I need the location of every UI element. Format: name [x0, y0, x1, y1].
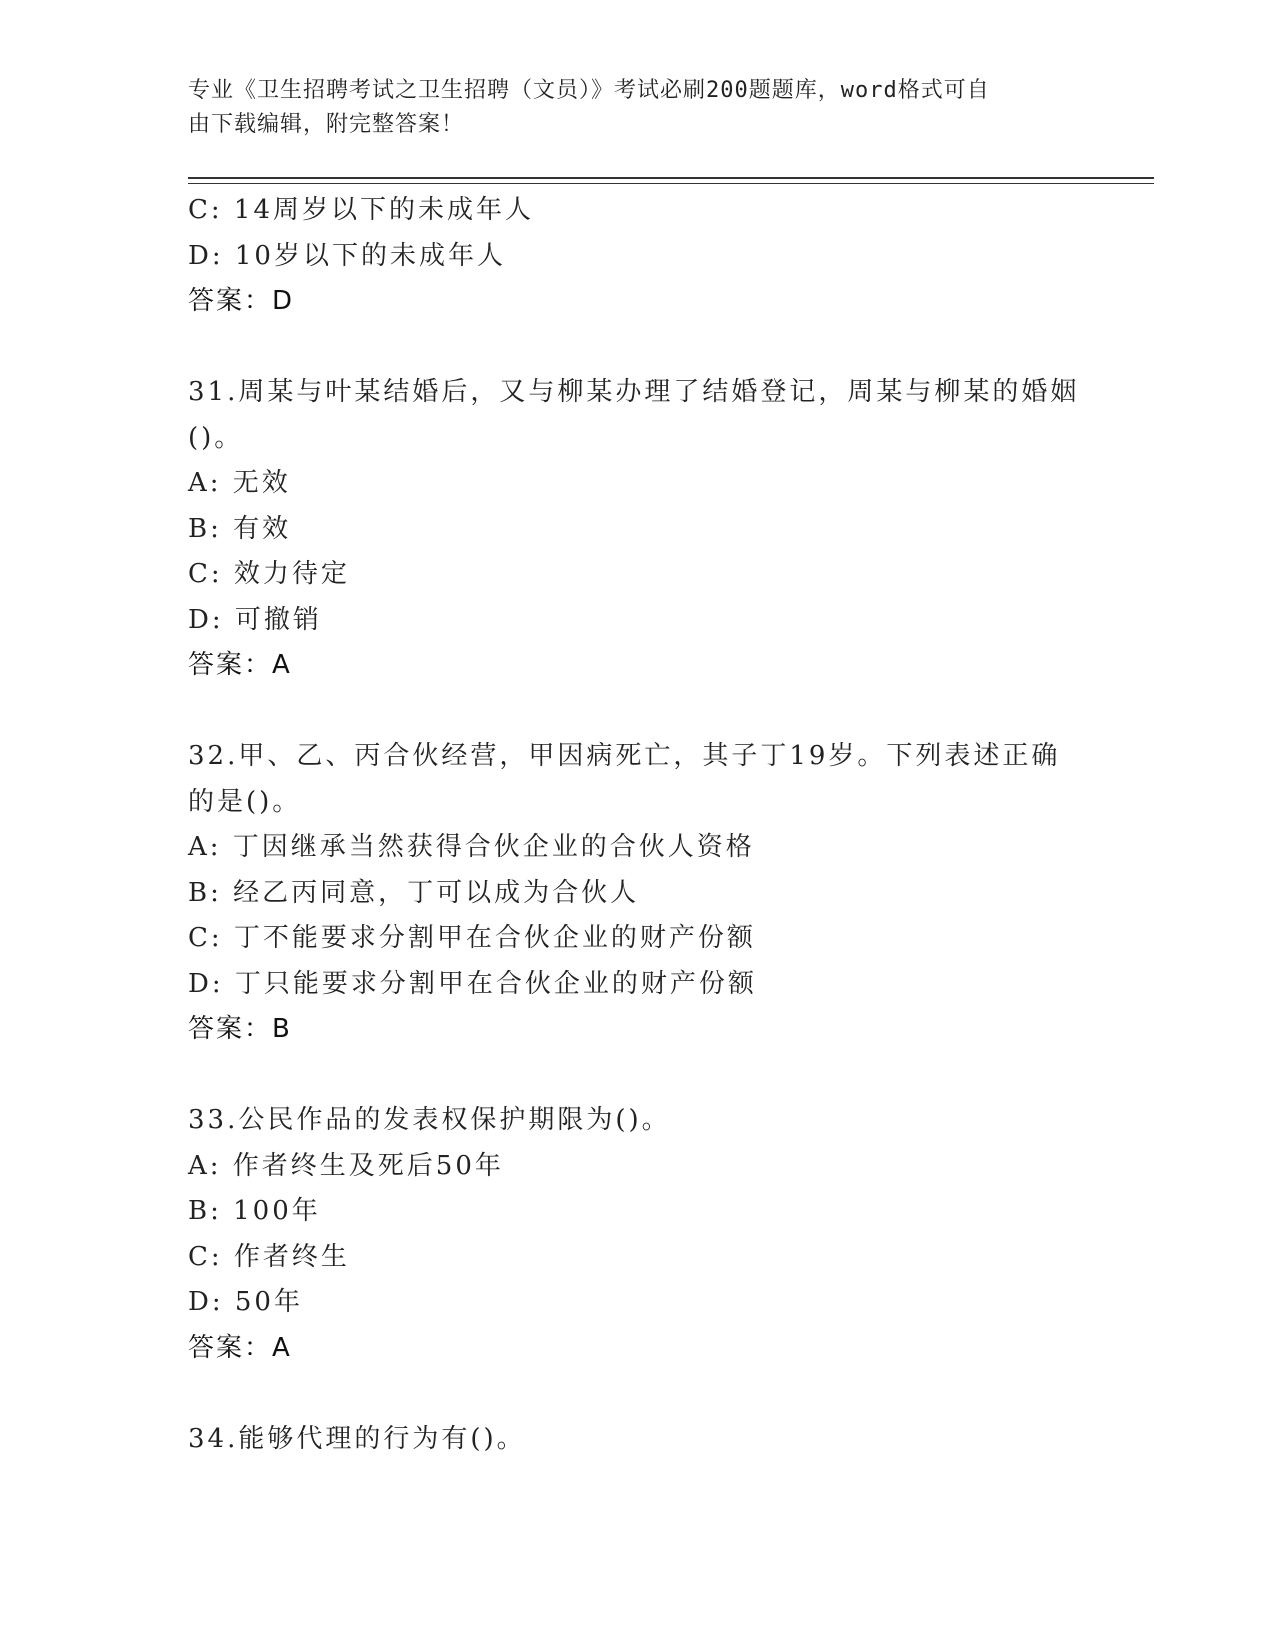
spacer	[188, 325, 1088, 371]
question-block-33	[188, 1098, 1088, 1371]
question-block-34	[188, 1417, 1088, 1463]
option-c: C: 作者终生	[188, 1241, 350, 1272]
question-stem: 33.公民作品的发表权保护期限为()。	[188, 1105, 671, 1135]
question-block-31	[188, 370, 1088, 689]
header-divider-thin	[188, 183, 1154, 184]
header-divider-thick	[188, 177, 1154, 179]
question-stem: 31.周某与叶某结婚后，又与柳某办理了结婚登记，周某与柳某的婚姻	[188, 377, 1080, 407]
question-block-30	[188, 188, 1088, 325]
spacer	[188, 1053, 1088, 1099]
header-line-2: 由下载编辑，附完整答案！	[188, 112, 465, 137]
question-block-32	[188, 734, 1088, 1053]
answer-line: 答案：A	[188, 1332, 292, 1363]
option-b: B: 100年	[188, 1196, 321, 1226]
question-stem-continued: ()。	[188, 422, 244, 453]
answer-line: 答案：B	[188, 1014, 292, 1044]
option-a: A: 无效	[188, 468, 291, 498]
option-d: D: 10岁以下的未成年人	[188, 240, 506, 271]
header-line-1: 专业《卫生招聘考试之卫生招聘（文员）》考试必刷200题题库，word格式可自	[188, 78, 990, 103]
option-c: C: 效力待定	[188, 559, 350, 589]
option-d: D: 50年	[188, 1287, 303, 1317]
option-c: C: 丁不能要求分割甲在合伙企业的财产份额	[188, 923, 756, 953]
option-c: C: 14周岁以下的未成年人	[188, 195, 535, 225]
question-stem-continued: 的是()。	[188, 786, 302, 817]
answer-line: 答案：D	[188, 286, 295, 316]
option-a: A: 作者终生及死后50年	[188, 1150, 504, 1181]
option-b: B: 经乙丙同意，丁可以成为合伙人	[188, 877, 640, 908]
answer-line: 答案：A	[188, 650, 292, 680]
question-stem: 32.甲、乙、丙合伙经营，甲因病死亡，其子丁19岁。下列表述正确	[188, 741, 1061, 771]
option-d: D: 可撤销	[188, 604, 322, 635]
option-d: D: 丁只能要求分割甲在合伙企业的财产份额	[188, 968, 757, 999]
spacer	[188, 1371, 1088, 1417]
question-list	[188, 188, 1088, 1462]
option-a: A: 丁因继承当然获得合伙企业的合伙人资格	[188, 832, 755, 862]
spacer	[188, 689, 1088, 735]
question-stem: 34.能够代理的行为有()。	[188, 1423, 526, 1454]
document-header	[188, 74, 1068, 142]
option-b: B: 有效	[188, 513, 292, 544]
